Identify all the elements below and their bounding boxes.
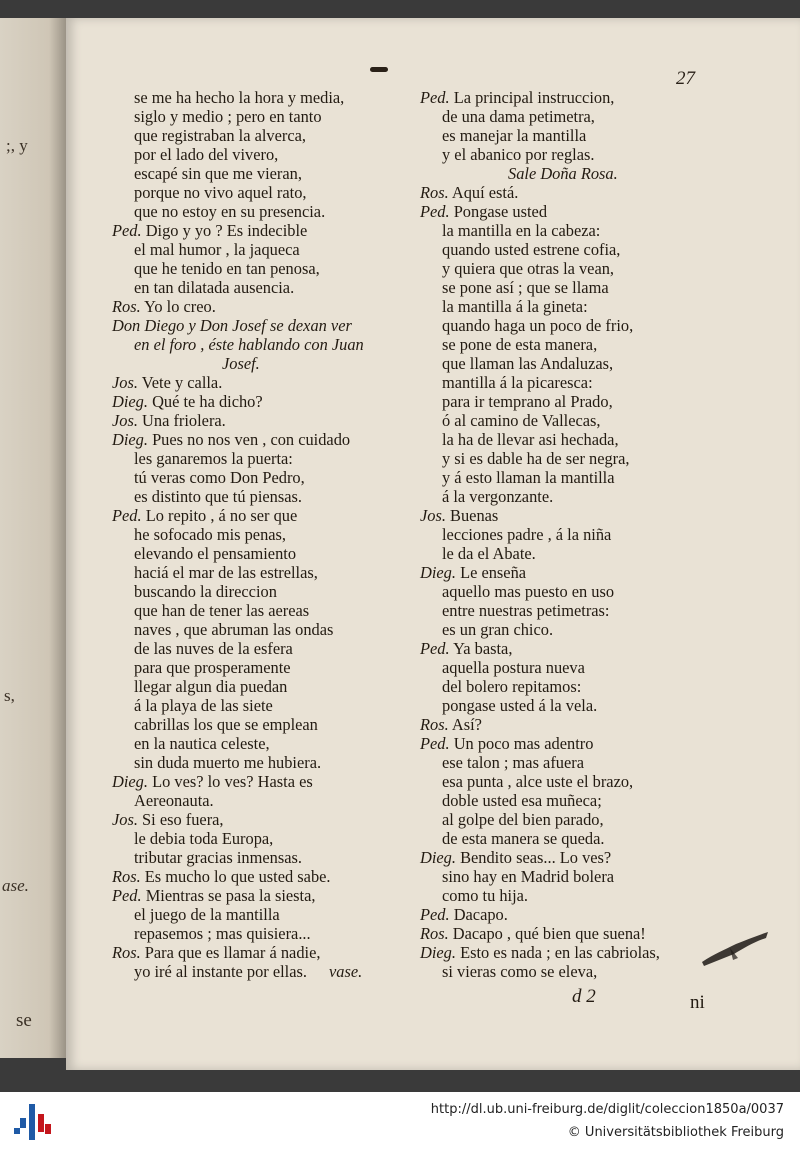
- verse-text: elevando el pensamiento: [134, 544, 297, 563]
- verse-text: y si es dable ha de ser negra,: [442, 449, 630, 468]
- verse-line: [420, 905, 508, 924]
- verse-text: ese talon ; mas afuera: [442, 753, 584, 772]
- verse-line: [442, 677, 581, 696]
- verse-line: [442, 544, 536, 563]
- verse-line: [442, 411, 601, 430]
- verse-text: tributar gracias inmensas.: [134, 848, 302, 867]
- verse-text: Lo ves? lo ves? Hasta es: [147, 772, 313, 791]
- verse-line: [134, 582, 277, 601]
- verse-line: [442, 392, 613, 411]
- verse-line: [112, 943, 320, 962]
- verse-line: [134, 848, 302, 867]
- verse-line: [442, 278, 609, 297]
- verse-line: [134, 658, 291, 677]
- verse-line: [442, 373, 593, 392]
- verse-line: [112, 867, 331, 886]
- speaker-name: Ros.: [112, 297, 141, 316]
- verse-text: porque no vivo aquel rato,: [134, 183, 307, 202]
- verse-line: [112, 221, 307, 240]
- verse-text: de esta manera se queda.: [442, 829, 605, 848]
- verse-text: Si eso fuera,: [137, 810, 224, 829]
- verse-text: Ya basta,: [449, 639, 513, 658]
- verse-line: [442, 886, 528, 905]
- verse-text: para ir temprano al Prado,: [442, 392, 613, 411]
- verse-line: [442, 468, 615, 487]
- speaker-name: Ped.: [420, 734, 450, 753]
- verse-line: [134, 734, 270, 753]
- speaker-name: Dieg.: [112, 430, 148, 449]
- verse-text: Aquí está.: [448, 183, 519, 202]
- speaker-name: Dieg.: [112, 392, 148, 411]
- verse-line: [442, 487, 553, 506]
- verse-text: mantilla á la picaresca:: [442, 373, 593, 392]
- verse-text: Qué te ha dicho?: [147, 392, 263, 411]
- verse-line: [134, 753, 321, 772]
- verse-text: ó al camino de Vallecas,: [442, 411, 601, 430]
- verse-line: [134, 126, 306, 145]
- verse-text: llegar algun dia puedan: [134, 677, 288, 696]
- verse-line: [442, 107, 595, 126]
- verse-text: Buenas: [445, 506, 499, 525]
- verse-text: Aereonauta.: [134, 791, 214, 810]
- verse-text: esa punta , alce uste el brazo,: [442, 772, 634, 791]
- verse-line: [134, 240, 300, 259]
- speaker-name: Ped.: [420, 639, 450, 658]
- verse-line: [442, 867, 614, 886]
- verse-text: se pone de esta manera,: [442, 335, 598, 354]
- verse-line: [442, 145, 594, 164]
- speaker-name: Ped.: [420, 202, 450, 221]
- verse-text: sino hay en Madrid bolera: [442, 867, 615, 886]
- verse-text: se me ha hecho la hora y media,: [134, 88, 345, 107]
- verse-text: para que prosperamente: [134, 658, 291, 677]
- verse-line: [420, 88, 614, 107]
- verse-text: Mientras se pasa la siesta,: [141, 886, 316, 905]
- verse-text: Una friolera.: [137, 411, 226, 430]
- verse-line: [442, 430, 619, 449]
- verse-text: la mantilla en la cabeza:: [442, 221, 601, 240]
- verse-line: [420, 943, 660, 962]
- verse-text: de las nuves de la esfera: [134, 639, 293, 658]
- verse-line: [134, 145, 278, 164]
- verse-line: [420, 639, 512, 658]
- speaker-name: Dieg.: [112, 772, 148, 791]
- verse-line: [112, 373, 222, 392]
- verse-line: [442, 601, 609, 620]
- verse-line: [420, 715, 482, 734]
- verse-text: y á esto llaman la mantilla: [442, 468, 615, 487]
- verse-text: doble usted esa muñeca;: [442, 791, 602, 810]
- verse-line: [112, 297, 216, 316]
- verse-text: quando usted estrene cofia,: [442, 240, 621, 259]
- speaker-name: Dieg.: [420, 943, 456, 962]
- verse-text: Vete y calla.: [137, 373, 223, 392]
- verse-text: á la vergonzante.: [442, 487, 554, 506]
- verse-text: lecciones padre , á la niña: [442, 525, 612, 544]
- copyright-text: © Universitätsbibliothek Freiburg: [567, 1125, 784, 1140]
- verse-line: [442, 791, 602, 810]
- speaker-name: Ros.: [112, 943, 141, 962]
- verse-text: Dacapo , qué bien que suena!: [448, 924, 646, 943]
- verse-text: les ganaremos la puerta:: [134, 449, 293, 468]
- verse-line: [134, 183, 307, 202]
- verse-text: Esto es nada ; en las cabriolas,: [455, 943, 660, 962]
- verse-line: [420, 924, 646, 943]
- verse-line: [112, 430, 350, 449]
- verse-line: [134, 259, 320, 278]
- verse-line: [112, 316, 352, 335]
- verse-text: es manejar la mantilla: [442, 126, 587, 145]
- speaker-name: Jos.: [112, 810, 138, 829]
- verse-line: [442, 582, 614, 601]
- verse-line: [442, 297, 588, 316]
- verse-text: el mal humor , la jaqueca: [134, 240, 300, 259]
- verse-text: es un gran chico.: [442, 620, 554, 639]
- verse-line: [134, 164, 302, 183]
- verse-line: [112, 392, 263, 411]
- verse-line: [134, 563, 318, 582]
- source-url-link[interactable]: http://dl.ub.uni-freiburg.de/diglit/coleccion1850a/0037: [430, 1102, 784, 1117]
- verse-text: quando haga un poco de frio,: [442, 316, 634, 335]
- verse-line: [112, 411, 226, 430]
- verse-line: [134, 791, 214, 810]
- verse-text: cabrillas los que se emplean: [134, 715, 318, 734]
- verse-text: Pongase usted: [449, 202, 548, 221]
- verse-text: se pone así ; que se llama: [442, 278, 609, 297]
- verse-line: [134, 278, 294, 297]
- stage-direction: en el foro , éste hablando con Juan: [134, 335, 364, 354]
- verse-line: [442, 221, 600, 240]
- verse-line: [420, 563, 526, 582]
- speaker-name: Ped.: [420, 905, 450, 924]
- verse-text: y el abanico por reglas.: [442, 145, 595, 164]
- verse-text: es distinto que tú piensas.: [134, 487, 302, 506]
- verse-text: en tan dilatada ausencia.: [134, 278, 295, 297]
- verse-line: [442, 810, 604, 829]
- verse-line: [134, 88, 344, 107]
- speaker-name: Jos.: [112, 411, 138, 430]
- verse-text: aquella postura nueva: [442, 658, 585, 677]
- verse-line: [442, 240, 620, 259]
- verse-text: Para que es llamar á nadie,: [140, 943, 321, 962]
- speaker-name: Ros.: [420, 715, 449, 734]
- verse-line: [134, 601, 309, 620]
- verse-text: Pues no nos ven , con cuidado: [147, 430, 351, 449]
- verse-line: [442, 525, 611, 544]
- verse-line: [134, 468, 305, 487]
- library-footer: [0, 1092, 800, 1150]
- speaker-name: Ped.: [420, 88, 450, 107]
- verse-line: [442, 696, 597, 715]
- verse-line: [134, 962, 362, 981]
- prev-page-fragment: ;, y: [6, 136, 28, 155]
- verse-text: he sofocado mis penas,: [134, 525, 287, 544]
- verse-text: Le enseña: [455, 563, 527, 582]
- speaker-name: Ped.: [112, 886, 142, 905]
- verse-line: [442, 449, 630, 468]
- speaker-name: Jos.: [420, 506, 446, 525]
- verse-text: yo iré al instante por ellas.: [134, 962, 307, 981]
- exit-direction: vase.: [328, 962, 363, 981]
- stage-direction: Don Diego y Don Josef se dexan ver: [112, 316, 352, 335]
- verse-line: [442, 829, 604, 848]
- prev-page-fragment: s,: [4, 686, 15, 705]
- verse-line: [442, 316, 633, 335]
- verse-text: Digo y yo ? Es indecible: [141, 221, 308, 240]
- verse-line: [134, 107, 322, 126]
- verse-text: aquello mas puesto en uso: [442, 582, 615, 601]
- verse-line: [134, 544, 296, 563]
- verse-text: buscando la direccion: [134, 582, 277, 601]
- verse-text: la ha de llevar asi hechada,: [442, 430, 619, 449]
- verse-text: La principal instruccion,: [449, 88, 615, 107]
- verse-text: naves , que abruman las ondas: [134, 620, 334, 639]
- speaker-name: Ros.: [420, 924, 449, 943]
- prev-page-catchword: se: [16, 1010, 32, 1031]
- page-number: 27: [676, 68, 695, 89]
- verse-text: entre nuestras petimetras:: [442, 601, 610, 620]
- verse-line: [134, 202, 325, 221]
- speaker-name: Ped.: [112, 506, 142, 525]
- speaker-name: Ros.: [112, 867, 141, 886]
- verse-text: Es mucho lo que usted sabe.: [140, 867, 331, 886]
- verse-line: [442, 658, 585, 677]
- verse-text: si vieras como se eleva,: [442, 962, 598, 981]
- verse-text: que no estoy en su presencia.: [134, 202, 326, 221]
- verse-text: sin duda muerto me hubiera.: [134, 753, 322, 772]
- verse-text: y quiera que otras la vean,: [442, 259, 615, 278]
- verse-line: [134, 905, 280, 924]
- verse-text: siglo y medio ; pero en tanto: [134, 107, 322, 126]
- stage-direction: Josef.: [222, 354, 260, 373]
- stage-direction: Sale Doña Rosa.: [508, 164, 618, 183]
- verse-line: [442, 753, 584, 772]
- verse-line: [134, 335, 364, 354]
- verse-line: [222, 354, 260, 373]
- verse-line: [442, 962, 597, 981]
- verse-text: pongase usted á la vela.: [442, 696, 598, 715]
- signature-mark: d 2: [572, 986, 596, 1007]
- verse-line: [112, 506, 297, 525]
- verse-text: Lo repito , á no ser que: [141, 506, 298, 525]
- verse-line: [112, 886, 315, 905]
- verse-line: [442, 620, 553, 639]
- verse-line: [442, 354, 613, 373]
- verse-text: le da el Abate.: [442, 544, 536, 563]
- verse-line: [112, 772, 313, 791]
- verse-line: [442, 126, 586, 145]
- verse-line: [134, 620, 333, 639]
- verse-line: [420, 848, 611, 867]
- verse-text: como tu hija.: [442, 886, 529, 905]
- verse-line: [112, 810, 224, 829]
- catchword: ni: [690, 992, 705, 1013]
- verse-text: Así?: [448, 715, 482, 734]
- ub-freiburg-logo-icon: [12, 1102, 52, 1142]
- verse-text: por el lado del vivero,: [134, 145, 279, 164]
- verse-line: [420, 506, 498, 525]
- speaker-name: Dieg.: [420, 563, 456, 582]
- page-ornament-mark: [370, 67, 388, 72]
- speaker-name: Jos.: [112, 373, 138, 392]
- speaker-name: Ped.: [112, 221, 142, 240]
- verse-line: [420, 183, 518, 202]
- verse-text: le debia toda Europa,: [134, 829, 274, 848]
- verse-text: el juego de la mantilla: [134, 905, 280, 924]
- verse-text: escapé sin que me vieran,: [134, 164, 302, 183]
- verse-line: [134, 924, 311, 943]
- speaker-name: Ros.: [420, 183, 449, 202]
- verse-text: que he tenido en tan penosa,: [134, 259, 320, 278]
- verse-text: Dacapo.: [449, 905, 508, 924]
- previous-page-edge: [0, 18, 70, 1058]
- verse-text: tú veras como Don Pedro,: [134, 468, 305, 487]
- verse-text: repasemos ; mas quisiera...: [134, 924, 311, 943]
- verse-line: [420, 734, 593, 753]
- verse-text: que han de tener las aereas: [134, 601, 310, 620]
- verse-text: del bolero repitamos:: [442, 677, 582, 696]
- verse-text: haciá el mar de las estrellas,: [134, 563, 318, 582]
- verse-line: [134, 696, 273, 715]
- ink-stain-mark: [700, 928, 770, 968]
- verse-line: [134, 525, 286, 544]
- verse-line: [442, 259, 614, 278]
- verse-line: [508, 164, 618, 183]
- verse-line: [134, 715, 318, 734]
- verse-text: que llaman las Andaluzas,: [442, 354, 614, 373]
- verse-line: [442, 772, 633, 791]
- verse-line: [134, 829, 273, 848]
- prev-page-fragment: ase.: [2, 876, 29, 895]
- verse-text: que registraban la alverca,: [134, 126, 307, 145]
- verse-text: á la playa de las siete: [134, 696, 273, 715]
- verse-line: [134, 487, 302, 506]
- verse-line: [420, 202, 547, 221]
- verse-line: [134, 639, 293, 658]
- verse-text: Yo lo creo.: [140, 297, 216, 316]
- verse-text: en la nautica celeste,: [134, 734, 270, 753]
- verse-text: al golpe del bien parado,: [442, 810, 604, 829]
- verse-text: Bendito seas... Lo ves?: [455, 848, 612, 867]
- verse-line: [134, 449, 293, 468]
- verse-text: de una dama petimetra,: [442, 107, 595, 126]
- speaker-name: Dieg.: [420, 848, 456, 867]
- verse-text: la mantilla á la gineta:: [442, 297, 588, 316]
- verse-line: [134, 677, 287, 696]
- verse-line: [442, 335, 597, 354]
- verse-text: Un poco mas adentro: [449, 734, 594, 753]
